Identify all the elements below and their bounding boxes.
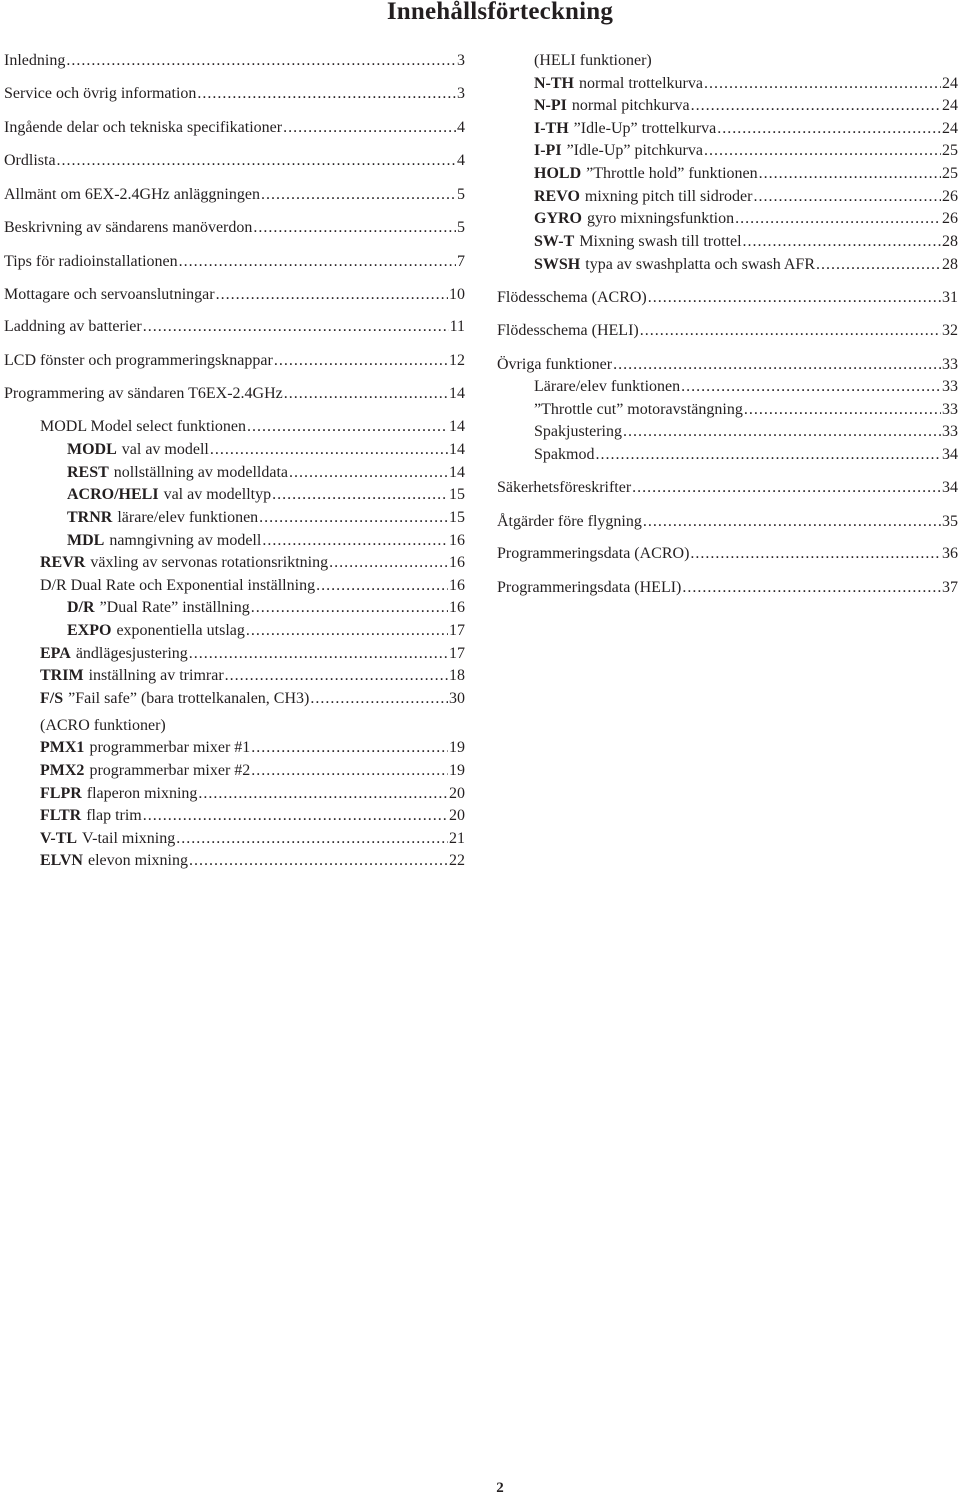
toc-entry-text: flap trim	[86, 807, 142, 824]
toc-entry-text: D/R Dual Rate och Exponential inställning	[40, 577, 316, 594]
toc-page-number: 22	[449, 852, 465, 869]
dot-leader	[216, 285, 448, 305]
heli-heading: (HELI funktioner)	[534, 52, 652, 69]
toc-entry-text: Flödesschema (HELI)	[497, 322, 639, 339]
toc-entry-text: Ingående delar och tekniska specifikationer	[4, 119, 283, 136]
toc-page-number: 18	[449, 667, 465, 684]
function-code: FLPR	[40, 785, 82, 802]
toc-page-number: 4	[457, 152, 465, 169]
dot-leader	[691, 96, 941, 116]
dot-leader	[613, 355, 941, 375]
toc-entry[interactable]	[4, 185, 465, 205]
dot-leader	[284, 384, 448, 404]
function-code: FLTR	[40, 807, 82, 824]
dot-leader	[329, 553, 448, 573]
toc-page-number: 14	[449, 464, 465, 481]
toc-entry-text: ”Fail safe” (bara trottelkanalen, CH3)	[68, 690, 310, 707]
toc-entry[interactable]	[40, 689, 465, 709]
toc-entry[interactable]	[40, 553, 465, 573]
toc-entry[interactable]	[40, 851, 465, 871]
toc-entry-text: programmerbar mixer #1	[89, 739, 251, 756]
toc-entry[interactable]	[67, 508, 465, 528]
toc-page-number: 12	[449, 352, 465, 369]
toc-entry-text: Mixning swash till trottel	[579, 233, 742, 250]
toc-entry-text: elevon mixning	[87, 852, 188, 869]
toc-page-number: 35	[942, 513, 958, 530]
dot-leader	[289, 463, 448, 483]
toc-page-number: 15	[449, 486, 465, 503]
toc-page-number: 24	[942, 97, 958, 114]
toc-page-number: 5	[457, 186, 465, 203]
function-code: MDL	[67, 532, 105, 549]
toc-entry-text: Lärare/elev funktionen	[534, 378, 681, 395]
function-code: GYRO	[534, 210, 582, 227]
toc-entry[interactable]	[4, 51, 465, 71]
dot-leader	[704, 141, 941, 161]
toc-entry-text: gyro mixningsfunktion	[587, 210, 735, 227]
toc-entry[interactable]	[497, 355, 958, 375]
toc-entry-text: Laddning av batterier	[4, 318, 142, 335]
dot-leader	[648, 288, 941, 308]
dot-leader	[225, 666, 448, 686]
dot-leader	[210, 440, 448, 460]
toc-page-number: 15	[449, 509, 465, 526]
dot-leader	[753, 187, 941, 207]
toc-entry-text: inställning av trimrar	[88, 667, 224, 684]
toc-entry[interactable]	[497, 578, 958, 598]
toc-page-number: 4	[457, 119, 465, 136]
toc-entry-text: namngivning av modell	[109, 532, 262, 549]
toc-entry-text: växling av servonas rotationsriktning	[90, 554, 329, 571]
toc-entry[interactable]	[534, 445, 958, 465]
toc-entry-text: ”Throttle cut” motoravstängning	[534, 401, 743, 418]
function-code: TRIM	[40, 667, 84, 684]
toc-page-number: 33	[942, 356, 958, 373]
dot-leader	[682, 578, 941, 598]
toc-page-number: 32	[942, 322, 958, 339]
dot-leader	[176, 829, 448, 849]
dot-leader	[743, 232, 941, 252]
toc-page-number: 37	[942, 579, 958, 596]
toc-page-number: 34	[942, 479, 958, 496]
dot-leader	[690, 544, 941, 564]
dot-leader	[632, 478, 941, 498]
toc-entry[interactable]	[4, 351, 465, 371]
dot-leader	[704, 74, 941, 94]
toc-entry-text: Beskrivning av sändarens manöverdon	[4, 219, 253, 236]
toc-page-number: 5	[457, 219, 465, 236]
toc-page-number: 24	[942, 75, 958, 92]
dot-leader	[595, 445, 941, 465]
dot-leader	[179, 252, 456, 272]
dot-leader	[251, 761, 448, 781]
toc-entry[interactable]	[534, 422, 958, 442]
toc-page-number: 25	[942, 142, 958, 159]
function-code: SW-T	[534, 233, 575, 250]
toc-entry[interactable]	[4, 151, 465, 171]
dot-leader	[261, 185, 456, 205]
toc-entry-text: Inledning	[4, 52, 66, 69]
toc-entry[interactable]	[534, 255, 958, 275]
function-code: TRNR	[67, 509, 113, 526]
function-code: F/S	[40, 690, 64, 707]
toc-entry-text: ”Idle-Up” pitchkurva	[566, 142, 703, 159]
dot-leader	[310, 689, 448, 709]
toc-page-number: 14	[449, 385, 465, 402]
toc-page-number: 31	[942, 289, 958, 306]
dot-leader	[272, 485, 448, 505]
toc-entry[interactable]	[534, 209, 958, 229]
dot-leader	[253, 218, 456, 238]
toc-page-number: 3	[457, 85, 465, 102]
toc-entry[interactable]	[534, 232, 958, 252]
dot-leader	[197, 84, 456, 104]
toc-entry-text: Säkerhetsföreskrifter	[497, 479, 632, 496]
page-title: Innehållsförteckning	[386, 0, 614, 25]
toc-page-number: 28	[942, 233, 958, 250]
toc-page-number: 17	[449, 645, 465, 662]
toc-entry[interactable]	[497, 478, 958, 498]
dot-leader	[681, 377, 941, 397]
toc-entry[interactable]	[4, 317, 465, 337]
toc-entry[interactable]	[4, 84, 465, 104]
toc-page-number: 17	[449, 622, 465, 639]
toc-entry-text: Spakmod	[534, 446, 595, 463]
toc-page-number: 16	[449, 532, 465, 549]
toc-entry-text: mixning pitch till sidroder	[584, 188, 753, 205]
function-code: HOLD	[534, 165, 582, 182]
toc-entry[interactable]	[67, 485, 465, 505]
toc-page-number: 28	[942, 256, 958, 273]
toc-entry[interactable]	[497, 288, 958, 308]
toc-entry[interactable]	[40, 784, 465, 804]
toc-entry[interactable]	[40, 417, 465, 437]
function-code: N-PI	[534, 97, 567, 114]
toc-page-number: 30	[449, 690, 465, 707]
toc-entry-text: lärare/elev funktionen	[117, 509, 259, 526]
dot-leader	[262, 531, 448, 551]
function-code: EPA	[40, 645, 71, 662]
toc-entry[interactable]	[67, 531, 465, 551]
toc-entry-text: Åtgärder före flygning	[497, 513, 642, 530]
toc-entry[interactable]	[67, 440, 465, 460]
toc-page-number: 33	[942, 401, 958, 418]
toc-page-number: 14	[449, 441, 465, 458]
toc-page-number: 19	[449, 739, 465, 756]
toc-page-number: 33	[942, 378, 958, 395]
toc-entry-text: Övriga funktioner	[497, 356, 613, 373]
toc-page-number: 3	[457, 52, 465, 69]
toc-entry[interactable]	[40, 761, 465, 781]
toc-page-number: 10	[449, 286, 465, 303]
toc-entry-text: ”Dual Rate” inställning	[99, 599, 250, 616]
toc-entry[interactable]	[534, 74, 958, 94]
toc-page-number: 21	[449, 830, 465, 847]
toc-entry-text: ”Idle-Up” trottelkurva	[573, 120, 717, 137]
toc-entry[interactable]	[4, 252, 465, 272]
toc-page-number: 20	[449, 785, 465, 802]
dot-leader	[316, 576, 448, 596]
function-code: V-TL	[40, 830, 78, 847]
toc-entry-text: MODL Model select funktionen	[40, 418, 247, 435]
toc-entry[interactable]	[40, 576, 465, 596]
function-code: I-TH	[534, 120, 569, 137]
toc-entry-text: Ordlista	[4, 152, 56, 169]
toc-entry-text: Spakjustering	[534, 423, 622, 440]
function-code: ELVN	[40, 852, 83, 869]
dot-leader	[816, 255, 941, 275]
toc-entry[interactable]	[4, 118, 465, 138]
function-code: D/R	[67, 599, 95, 616]
toc-entry[interactable]	[534, 96, 958, 116]
toc-entry-text: normal pitchkurva	[571, 97, 690, 114]
dot-leader	[735, 209, 941, 229]
toc-page-number: 14	[449, 418, 465, 435]
toc-page-number: 33	[942, 423, 958, 440]
toc-entry-text: nollställning av modelldata	[113, 464, 288, 481]
toc-entry[interactable]	[4, 384, 465, 404]
toc-entry[interactable]	[534, 164, 958, 184]
dot-leader	[640, 321, 941, 341]
acro-heading: (ACRO funktioner)	[40, 717, 166, 734]
dot-leader	[283, 118, 456, 138]
dot-leader	[143, 806, 448, 826]
toc-page-number: 36	[942, 545, 958, 562]
function-code: PMX2	[40, 762, 85, 779]
dot-leader	[274, 351, 448, 371]
dot-leader	[643, 512, 941, 532]
toc-page-number: 24	[942, 120, 958, 137]
toc-entry[interactable]	[497, 512, 958, 532]
toc-entry[interactable]	[40, 644, 465, 664]
toc-entry[interactable]	[534, 377, 958, 397]
toc-entry[interactable]	[497, 321, 958, 341]
toc-entry-text: normal trottelkurva	[579, 75, 703, 92]
dot-leader	[247, 417, 448, 437]
toc-entry-text: Service och övrig information	[4, 85, 197, 102]
function-code: ACRO/HELI	[67, 486, 159, 503]
dot-leader	[623, 422, 941, 442]
toc-entry-text: typa av swashplatta och swash AFR	[585, 256, 815, 273]
dot-leader	[66, 51, 456, 71]
toc-entry[interactable]	[40, 829, 465, 849]
dot-leader	[259, 508, 448, 528]
toc-entry-text: flaperon mixning	[86, 785, 198, 802]
dot-leader	[744, 400, 941, 420]
toc-entry-text: exponentiella utslag	[116, 622, 245, 639]
toc-entry-text: Mottagare och servoanslutningar	[4, 286, 215, 303]
toc-entry[interactable]	[534, 141, 958, 161]
toc-page-number: 16	[449, 599, 465, 616]
function-code: REVR	[40, 554, 86, 571]
toc-entry[interactable]	[4, 285, 465, 305]
dot-leader	[198, 784, 448, 804]
dot-leader	[251, 738, 448, 758]
toc-entry-text: Tips för radioinstallationen	[4, 253, 178, 270]
toc-page-number: 16	[449, 554, 465, 571]
toc-page-number: 26	[942, 210, 958, 227]
toc-entry-text: val av modell	[121, 441, 209, 458]
toc-entry[interactable]	[497, 544, 958, 564]
toc-page-number: 16	[449, 577, 465, 594]
dot-leader	[251, 598, 448, 618]
toc-page-number: 20	[449, 807, 465, 824]
toc-entry[interactable]	[534, 119, 958, 139]
toc-entry[interactable]	[40, 666, 465, 686]
dot-leader	[759, 164, 941, 184]
toc-entry-text: ändlägesjustering	[75, 645, 188, 662]
toc-page-number: 26	[942, 188, 958, 205]
toc-entry-text: Programmeringsdata (HELI)	[497, 579, 682, 596]
toc-page-number: 11	[449, 318, 465, 335]
toc-entry-text: V-tail mixning	[82, 830, 176, 847]
toc-entry[interactable]	[4, 218, 465, 238]
toc-entry-text: ”Throttle hold” funktionen	[586, 165, 758, 182]
toc-entry-text: Programmering av sändaren T6EX-2.4GHz	[4, 385, 283, 402]
toc-page-number: 19	[449, 762, 465, 779]
dot-leader	[57, 151, 456, 171]
toc-entry[interactable]	[67, 621, 465, 641]
toc-entry[interactable]	[534, 187, 958, 207]
toc-entry[interactable]	[40, 738, 465, 758]
dot-leader	[189, 851, 448, 871]
function-code: SWSH	[534, 256, 581, 273]
toc-page-number: 7	[457, 253, 465, 270]
toc-entry[interactable]	[67, 463, 465, 483]
toc-entry-text: val av modelltyp	[163, 486, 272, 503]
toc-entry[interactable]	[40, 806, 465, 826]
function-code: MODL	[67, 441, 117, 458]
function-code: N-TH	[534, 75, 574, 92]
dot-leader	[143, 317, 449, 337]
function-code: REVO	[534, 188, 580, 205]
toc-entry-text: Allmänt om 6EX-2.4GHz anläggningen	[4, 186, 260, 203]
dot-leader	[246, 621, 448, 641]
function-code: EXPO	[67, 622, 112, 639]
function-code: I-PI	[534, 142, 562, 159]
dot-leader	[189, 644, 448, 664]
toc-entry[interactable]	[67, 598, 465, 618]
toc-page-number: 34	[942, 446, 958, 463]
toc-entry-text: Programmeringsdata (ACRO)	[497, 545, 690, 562]
function-code: REST	[67, 464, 109, 481]
toc-page-number: 25	[942, 165, 958, 182]
function-code: PMX1	[40, 739, 85, 756]
toc-entry-text: LCD fönster och programmeringsknappar	[4, 352, 273, 369]
toc-entry[interactable]	[534, 400, 958, 420]
dot-leader	[717, 119, 941, 139]
toc-entry-text: programmerbar mixer #2	[89, 762, 251, 779]
toc-entry-text: Flödesschema (ACRO)	[497, 289, 647, 306]
page-number: 2	[496, 1480, 504, 1496]
